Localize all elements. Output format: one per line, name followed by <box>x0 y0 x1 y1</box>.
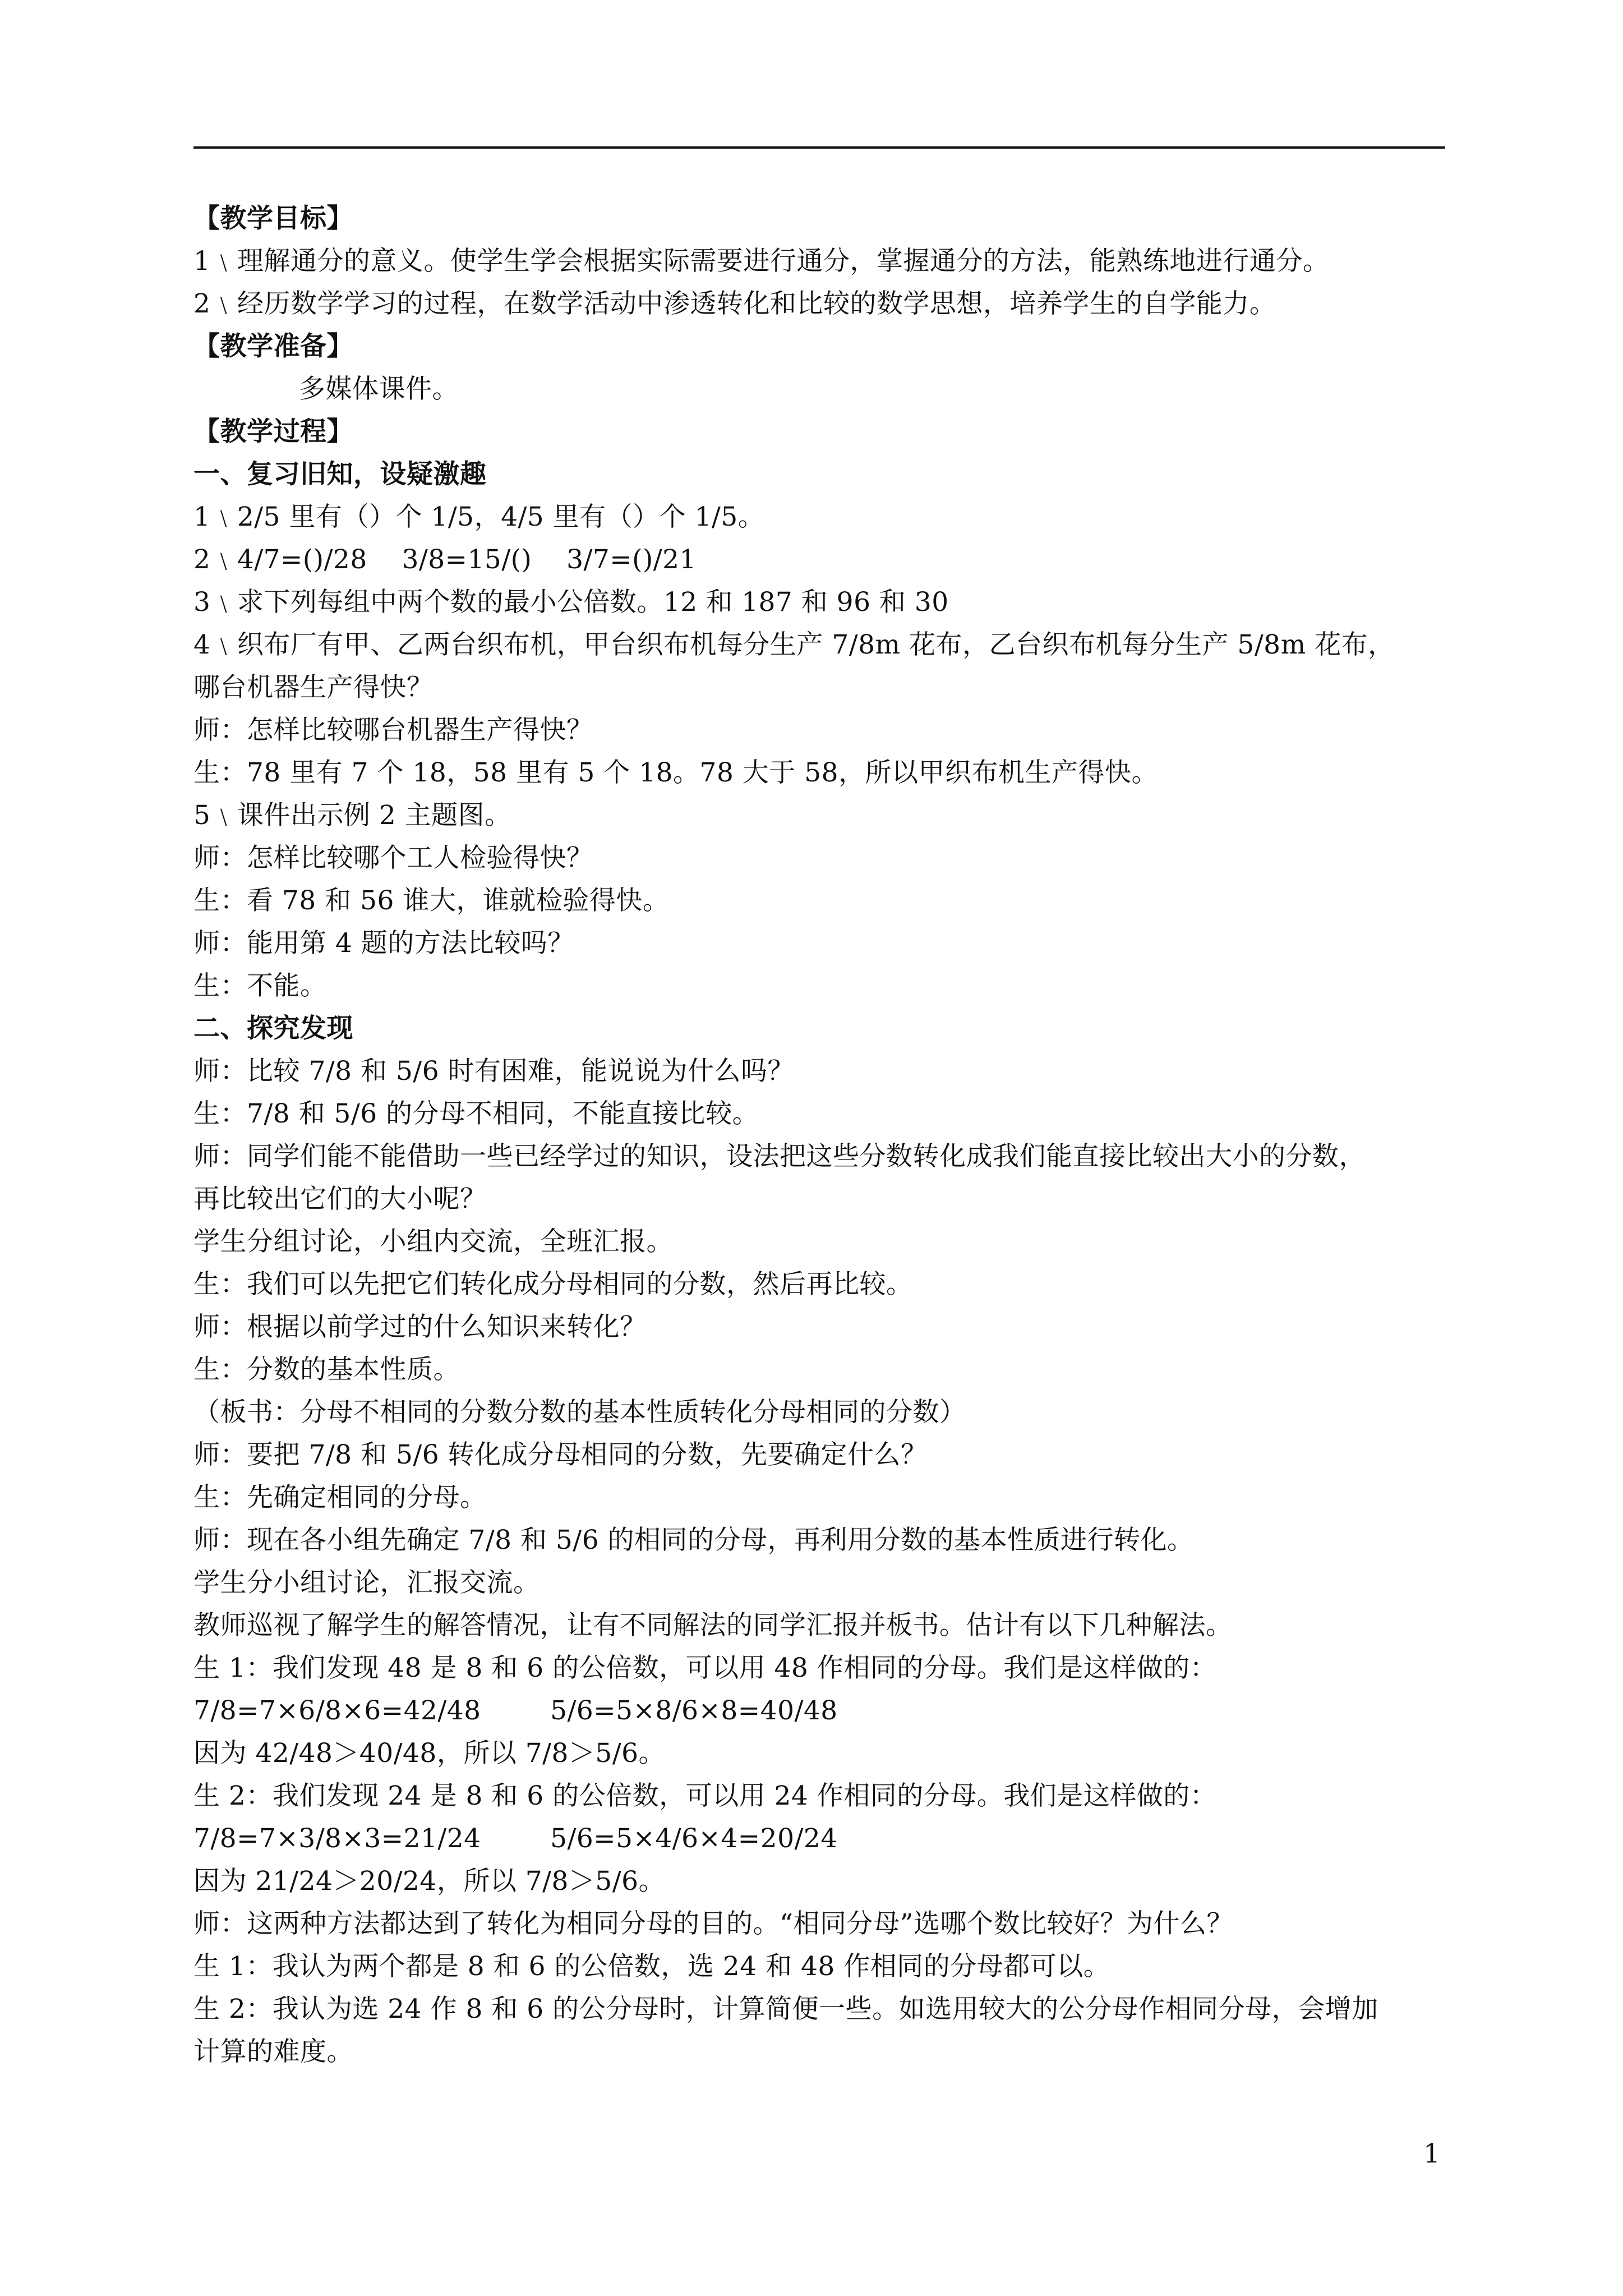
explore-line-16: 因为 42/48＞40/48，所以 7/8＞5/6。 <box>193 1738 666 1769</box>
explore-line-18: 7/8=7×3/8×3=21/24 5/6=5×4/6×4=20/24 <box>193 1823 838 1854</box>
section-explore-heading: 二、探究发现 <box>193 1013 353 1044</box>
review-line-4a: 4﹨织布厂有甲、乙两台织布机，甲台织布机每分生产 7/8m 花布，乙台织布机每分生产 5/8m 花布， <box>193 629 1395 660</box>
section-review-heading: 一、复习旧知，设疑激趣 <box>193 459 487 490</box>
review-line-1: 1﹨2/5 里有（）个 1/5，4/5 里有（）个 1/5。 <box>193 501 765 532</box>
explore-line-20: 师：这两种方法都达到了转化为相同分母的目的。“相同分母”选哪个数比较好？为什么？ <box>193 1908 1234 1939</box>
review-line-8: 师：怎样比较哪个工人检验得快？ <box>193 843 593 873</box>
explore-line-6: 师：根据以前学过的什么知识来转化？ <box>193 1312 647 1342</box>
explore-line-3a: 师：同学们能不能借助一些已经学过的知识，设法把这些分数转化成我们能直接比较出大小的分数， <box>193 1141 1366 1172</box>
explore-line-21: 生 1：我认为两个都是 8 和 6 的公倍数，选 24 和 48 作相同的分母都可以。 <box>193 1951 1110 1982</box>
explore-line-22a: 生 2：我认为选 24 作 8 和 6 的公分母时，计算简便一些。如选用较大的公分母作相同分母，会增加 <box>193 1994 1378 2024</box>
explore-line-12: 学生分小组讨论，汇报交流。 <box>193 1567 540 1598</box>
explore-line-4: 学生分组讨论，小组内交流，全班汇报。 <box>193 1226 673 1257</box>
objective-2: 2﹨经历数学学习的过程，在数学活动中渗透转化和比较的数学思想，培养学生的自学能力。 <box>193 288 1276 319</box>
explore-line-2: 生：7/8 和 5/6 的分母不相同，不能直接比较。 <box>193 1098 759 1129</box>
explore-line-7: 生：分数的基本性质。 <box>193 1354 460 1385</box>
explore-line-9: 师：要把 7/8 和 5/6 转化成分母相同的分数，先要确定什么？ <box>193 1439 928 1470</box>
explore-line-1: 师：比较 7/8 和 5/6 时有困难，能说说为什么吗？ <box>193 1056 795 1087</box>
header-rule <box>193 146 1445 149</box>
explore-line-8: （板书：分母不相同的分数分数的基本性质转化分母相同的分数） <box>193 1397 966 1428</box>
explore-line-17: 生 2：我们发现 24 是 8 和 6 的公倍数，可以用 24 作相同的分母。我们是这样做的： <box>193 1780 1217 1811</box>
explore-line-19: 因为 21/24＞20/24，所以 7/8＞5/6。 <box>193 1866 666 1897</box>
review-line-3: 3﹨求下列每组中两个数的最小公倍数。12 和 187 和 96 和 30 <box>193 587 949 618</box>
explore-line-10: 生：先确定相同的分母。 <box>193 1482 487 1513</box>
review-line-7: 5﹨课件出示例 2 主题图。 <box>193 800 511 831</box>
review-line-10: 师：能用第 4 题的方法比较吗？ <box>193 928 574 959</box>
review-line-9: 生：看 78 和 56 谁大，谁就检验得快。 <box>193 885 670 916</box>
review-line-5: 师：怎样比较哪台机器生产得快？ <box>193 715 593 746</box>
explore-line-15: 7/8=7×6/8×6=42/48 5/6=5×8/6×8=40/48 <box>193 1695 838 1726</box>
preparation-item: 多媒体课件。 <box>299 374 459 404</box>
explore-line-13: 教师巡视了解学生的解答情况，让有不同解法的同学汇报并板书。估计有以下几种解法。 <box>193 1610 1233 1641</box>
explore-line-11: 师：现在各小组先确定 7/8 和 5/6 的相同的分母，再利用分数的基本性质进行转化。 <box>193 1525 1194 1556</box>
heading-objectives: 【教学目标】 <box>193 203 353 234</box>
review-line-4b: 哪台机器生产得快？ <box>193 672 434 703</box>
page-number: 1 <box>1423 2138 1440 2169</box>
review-line-6: 生：78 里有 7 个 18，58 里有 5 个 18。78 大于 58，所以甲织布机生产得快。 <box>193 757 1159 788</box>
review-line-11: 生：不能。 <box>193 970 327 1001</box>
heading-process: 【教学过程】 <box>193 416 353 447</box>
review-line-2: 2﹨4/7=()/28 3/8=15/() 3/7=()/21 <box>193 544 697 575</box>
heading-preparation: 【教学准备】 <box>193 331 353 362</box>
document-body <box>193 197 1445 2073</box>
explore-line-14: 生 1：我们发现 48 是 8 和 6 的公倍数，可以用 48 作相同的分母。我们是这样做的： <box>193 1653 1217 1683</box>
objective-1: 1﹨理解通分的意义。使学生学会根据实际需要进行通分，掌握通分的方法，能熟练地进行通分。 <box>193 246 1330 277</box>
explore-line-22b: 计算的难度。 <box>193 2036 353 2067</box>
explore-line-3b: 再比较出它们的大小呢？ <box>193 1184 487 1214</box>
explore-line-5: 生：我们可以先把它们转化成分母相同的分数，然后再比较。 <box>193 1269 913 1300</box>
